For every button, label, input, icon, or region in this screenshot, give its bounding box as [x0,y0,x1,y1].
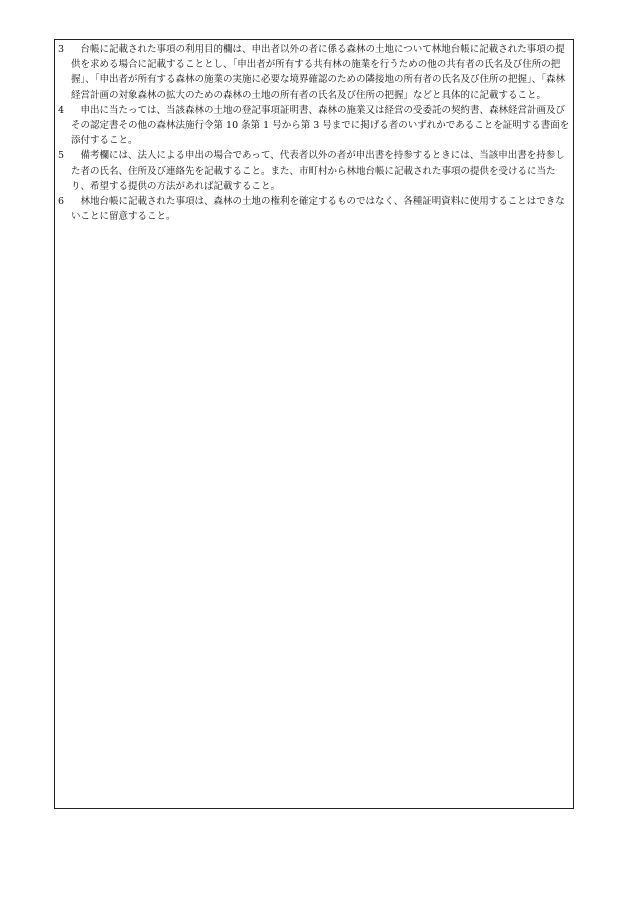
note-item-6 [58,194,572,224]
note-item-4 [58,103,572,149]
note-number: 3 [58,44,65,55]
note-text: 林地台帳に記載された事項は、森林の土地の権利を確定するものではなく、各種証明資料に使用することはできないことに留意すること。 [71,196,565,223]
note-text: 申出に当たっては、当該森林の土地の登記事項証明書、森林の施業又は経営の受委託の契約書、森林経営計画及びその認定書その他の森林法施行令第 10 条第 1 号から第 3 号までに掲げる者のいずれかであることを証明する書面を添付すること。 [71,104,570,147]
note-number: 5 [58,150,65,162]
note-number: 4 [58,104,65,116]
notes-list [58,42,572,224]
note-number: 6 [58,196,65,208]
note-text: 台帳に記載された事項の利用目的欄は、申出者以外の者に係る森林の土地について林地台帳に記載された事項の提供を求める場合に記載することとし、「申出者が所有する共有林の施業を行うための他の共有者の氏名及び住所の把握」、「申出者が所有する森林の施業の実施に必要な境界確認のための隣接地の所有者の氏名及び住所の把握」、「森林経営計画の対象森林の拡大のための森林の土地の所有者の氏名及び住所の把握」などと具体的に記載すること。 [71,44,566,101]
note-item-3 [58,42,572,103]
note-item-5 [58,148,572,194]
note-text: 備考欄には、法人による申出の場合であって、代表者以外の者が申出書を持参するときには、当該申出書を持参した者の氏名、住所及び連絡先を記載すること。また、市町村から林地台帳に記載された事項の提供を受けるに当たり、希望する提供の方法があれば記載すること。 [71,150,565,192]
